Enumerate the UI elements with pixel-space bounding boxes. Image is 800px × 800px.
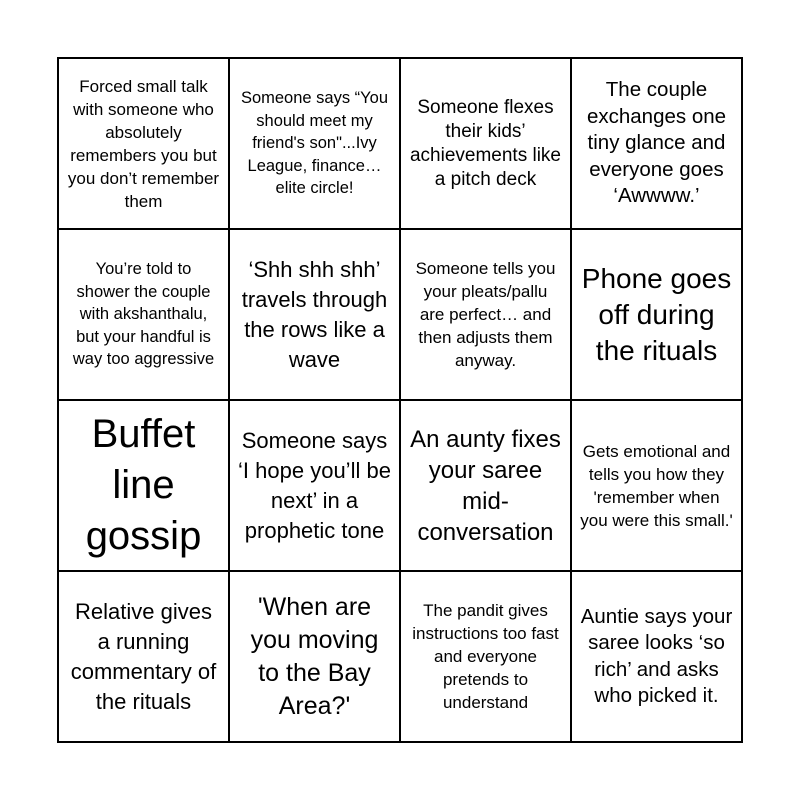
bingo-cell-text: Someone tells you your pleats/pallu are perfect… and then adjusts them anyway. bbox=[415, 259, 556, 370]
bingo-cell-15[interactable] bbox=[400, 571, 571, 742]
bingo-cell-text: 'When are you moving to the Bay Area?' bbox=[250, 592, 379, 720]
bingo-cell-12[interactable] bbox=[571, 400, 742, 571]
bingo-cell-7[interactable] bbox=[400, 229, 571, 400]
bingo-cell-text: Someone says ‘I hope you’ll be next’ in a prophetic tone bbox=[238, 427, 391, 543]
bingo-cell-text: ‘Shh shh shh’ travels through the rows like a wave bbox=[241, 256, 388, 372]
bingo-card-grid bbox=[57, 57, 743, 743]
bingo-cell-8[interactable] bbox=[571, 229, 742, 400]
bingo-cell-text: Someone flexes their kids’ achievements like a pitch deck bbox=[409, 96, 562, 190]
bingo-cell-text: Phone goes off during the rituals bbox=[581, 262, 732, 366]
bingo-cell-14[interactable] bbox=[229, 571, 400, 742]
bingo-cell-1[interactable] bbox=[58, 58, 229, 229]
bingo-cell-16[interactable] bbox=[571, 571, 742, 742]
bingo-cell-text: An aunty fixes your saree mid-conversation bbox=[410, 425, 561, 546]
bingo-cell-4[interactable] bbox=[571, 58, 742, 229]
bingo-cell-text: The couple exchanges one tiny glance and everyone goes ‘Awwww.’ bbox=[586, 78, 727, 208]
bingo-cell-text: Someone says “You should meet my friend's son"...Ivy League, finance… elite circle! bbox=[240, 89, 389, 198]
bingo-cell-text: Relative gives a running commentary of the rituals bbox=[70, 598, 217, 714]
bingo-cell-2[interactable] bbox=[229, 58, 400, 229]
bingo-cell-text: Auntie says your saree looks ‘so rich’ and asks who picked it. bbox=[580, 604, 733, 707]
bingo-cell-13[interactable] bbox=[58, 571, 229, 742]
bingo-cell-10[interactable] bbox=[229, 400, 400, 571]
bingo-cell-9[interactable] bbox=[58, 400, 229, 571]
bingo-cell-text: The pandit gives instructions too fast and everyone pretends to understand bbox=[412, 601, 559, 712]
bingo-cell-text: Buffet line gossip bbox=[85, 412, 202, 558]
bingo-cell-3[interactable] bbox=[400, 58, 571, 229]
bingo-cell-text: Gets emotional and tells you how they 'remember when you were this small.' bbox=[580, 441, 733, 530]
bingo-cell-6[interactable] bbox=[229, 229, 400, 400]
bingo-cell-text: You’re told to shower the couple with akshanthalu, but your handful is way too aggressive bbox=[72, 260, 215, 369]
bingo-cell-11[interactable] bbox=[400, 400, 571, 571]
bingo-cell-5[interactable] bbox=[58, 229, 229, 400]
bingo-cell-text: Forced small talk with someone who absolutely remembers you but you don’t remember them bbox=[67, 76, 220, 211]
